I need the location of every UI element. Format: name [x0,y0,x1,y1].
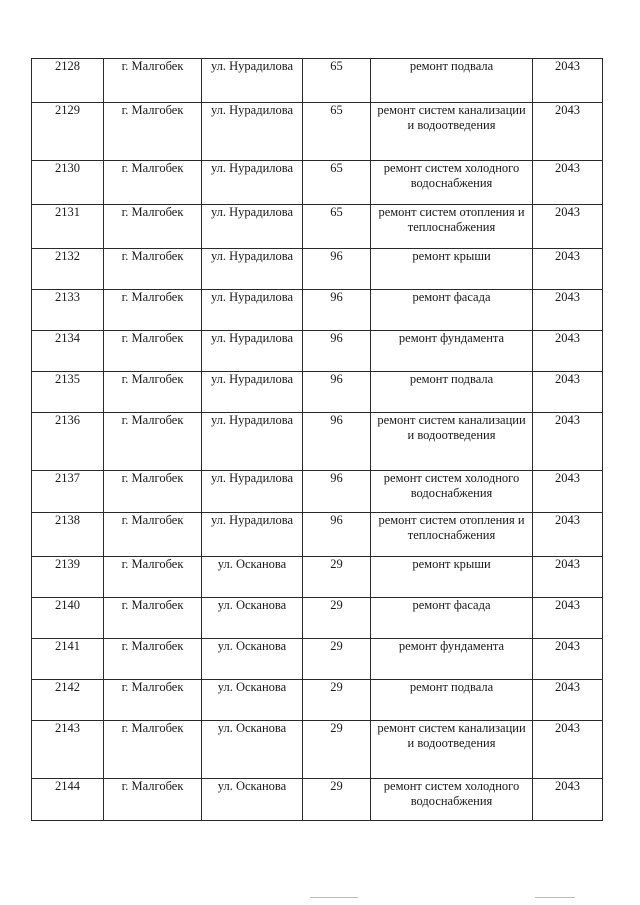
year-cell: 2043 [533,513,603,557]
table-row [32,372,603,413]
city-cell: г. Малгобек [104,639,202,680]
row-number: 2129 [32,103,104,161]
house-number-cell: 29 [303,721,371,779]
work-type-cell: ремонт фасада [371,598,533,639]
footer-line [310,897,358,898]
street-cell: ул. Осканова [202,598,303,639]
house-number-cell: 96 [303,331,371,372]
work-type-cell: ремонт систем отопления и теплоснабжения [371,205,533,249]
street-cell: ул. Осканова [202,721,303,779]
city-cell: г. Малгобек [104,513,202,557]
work-type-cell: ремонт систем отопления и теплоснабжения [371,513,533,557]
city-cell: г. Малгобек [104,413,202,471]
year-cell: 2043 [533,598,603,639]
row-number: 2137 [32,471,104,513]
table-row [32,161,603,205]
year-cell: 2043 [533,205,603,249]
street-cell: ул. Осканова [202,557,303,598]
work-type-cell: ремонт крыши [371,249,533,290]
city-cell: г. Малгобек [104,680,202,721]
house-number-cell: 96 [303,513,371,557]
street-cell: ул. Осканова [202,779,303,821]
work-type-cell: ремонт фундамента [371,639,533,680]
work-type-cell: ремонт систем холодного водоснабжения [371,161,533,205]
year-cell: 2043 [533,721,603,779]
table-row [32,103,603,161]
street-cell: ул. Осканова [202,639,303,680]
row-number: 2135 [32,372,104,413]
work-type-cell: ремонт систем канализации и водоотведения [371,103,533,161]
city-cell: г. Малгобек [104,721,202,779]
year-cell: 2043 [533,290,603,331]
row-number: 2142 [32,680,104,721]
house-number-cell: 96 [303,471,371,513]
year-cell: 2043 [533,59,603,103]
work-type-cell: ремонт систем холодного водоснабжения [371,471,533,513]
city-cell: г. Малгобек [104,59,202,103]
year-cell: 2043 [533,471,603,513]
street-cell: ул. Нурадилова [202,205,303,249]
table-row [32,290,603,331]
row-number: 2133 [32,290,104,331]
row-number: 2136 [32,413,104,471]
year-cell: 2043 [533,249,603,290]
house-number-cell: 65 [303,103,371,161]
table-row [32,331,603,372]
year-cell: 2043 [533,161,603,205]
street-cell: ул. Нурадилова [202,290,303,331]
row-number: 2132 [32,249,104,290]
year-cell: 2043 [533,639,603,680]
row-number: 2141 [32,639,104,680]
table-row [32,413,603,471]
work-type-cell: ремонт фундамента [371,331,533,372]
table-row [32,557,603,598]
year-cell: 2043 [533,331,603,372]
table-row [32,598,603,639]
city-cell: г. Малгобек [104,161,202,205]
year-cell: 2043 [533,413,603,471]
house-number-cell: 96 [303,290,371,331]
street-cell: ул. Нурадилова [202,372,303,413]
city-cell: г. Малгобек [104,372,202,413]
city-cell: г. Малгобек [104,205,202,249]
work-type-cell: ремонт крыши [371,557,533,598]
city-cell: г. Малгобек [104,598,202,639]
table-row [32,721,603,779]
street-cell: ул. Нурадилова [202,513,303,557]
table-row [32,779,603,821]
city-cell: г. Малгобек [104,331,202,372]
city-cell: г. Малгобек [104,290,202,331]
street-cell: ул. Нурадилова [202,249,303,290]
house-number-cell: 65 [303,59,371,103]
row-number: 2130 [32,161,104,205]
house-number-cell: 29 [303,680,371,721]
street-cell: ул. Нурадилова [202,471,303,513]
city-cell: г. Малгобек [104,779,202,821]
house-number-cell: 65 [303,205,371,249]
row-number: 2128 [32,59,104,103]
row-number: 2131 [32,205,104,249]
house-number-cell: 29 [303,598,371,639]
repair-schedule-table [31,58,603,821]
year-cell: 2043 [533,557,603,598]
work-type-cell: ремонт подвала [371,59,533,103]
house-number-cell: 29 [303,639,371,680]
row-number: 2140 [32,598,104,639]
row-number: 2134 [32,331,104,372]
footer-line [535,897,575,898]
row-number: 2139 [32,557,104,598]
house-number-cell: 29 [303,557,371,598]
house-number-cell: 96 [303,249,371,290]
house-number-cell: 29 [303,779,371,821]
city-cell: г. Малгобек [104,557,202,598]
house-number-cell: 96 [303,413,371,471]
row-number: 2143 [32,721,104,779]
work-type-cell: ремонт фасада [371,290,533,331]
street-cell: ул. Нурадилова [202,103,303,161]
table-row [32,513,603,557]
work-type-cell: ремонт систем холодного водоснабжения [371,779,533,821]
street-cell: ул. Осканова [202,680,303,721]
work-type-cell: ремонт подвала [371,372,533,413]
year-cell: 2043 [533,779,603,821]
work-type-cell: ремонт подвала [371,680,533,721]
table-row [32,471,603,513]
street-cell: ул. Нурадилова [202,161,303,205]
table-row [32,680,603,721]
house-number-cell: 96 [303,372,371,413]
table-row [32,59,603,103]
city-cell: г. Малгобек [104,471,202,513]
table-row [32,249,603,290]
year-cell: 2043 [533,103,603,161]
city-cell: г. Малгобек [104,249,202,290]
street-cell: ул. Нурадилова [202,413,303,471]
street-cell: ул. Нурадилова [202,331,303,372]
city-cell: г. Малгобек [104,103,202,161]
row-number: 2144 [32,779,104,821]
table-row [32,639,603,680]
work-type-cell: ремонт систем канализации и водоотведения [371,413,533,471]
street-cell: ул. Нурадилова [202,59,303,103]
work-type-cell: ремонт систем канализации и водоотведения [371,721,533,779]
row-number: 2138 [32,513,104,557]
year-cell: 2043 [533,372,603,413]
year-cell: 2043 [533,680,603,721]
table-row [32,205,603,249]
table-body [32,59,603,821]
house-number-cell: 65 [303,161,371,205]
